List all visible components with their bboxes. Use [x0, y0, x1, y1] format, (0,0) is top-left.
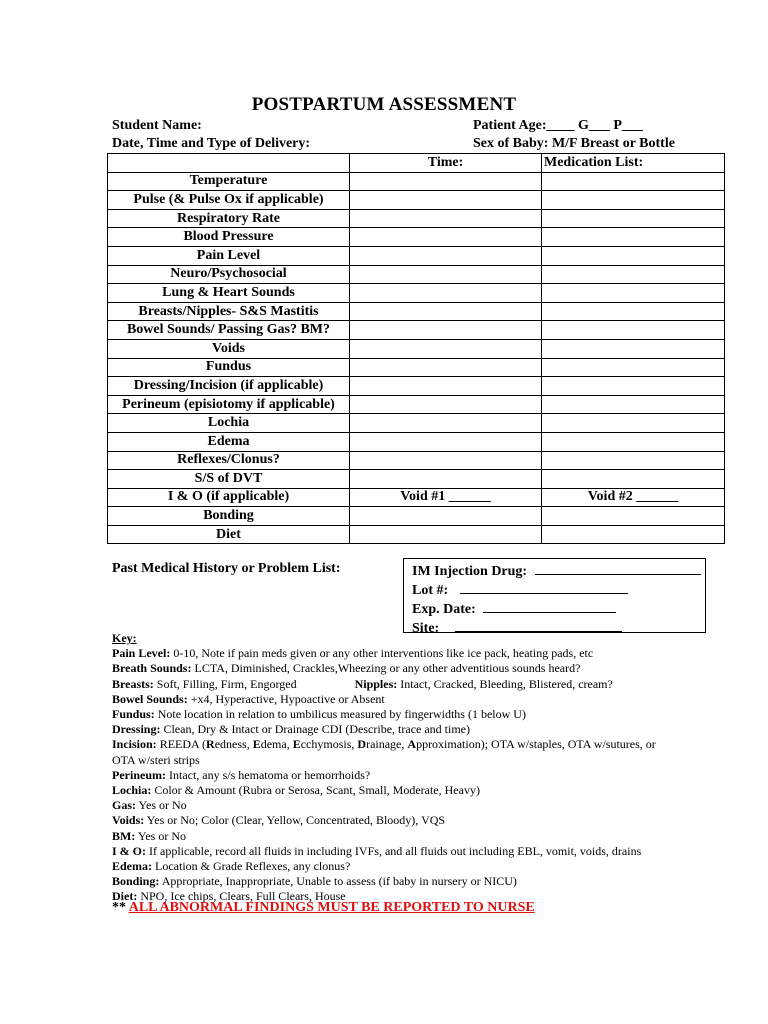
medication-cell[interactable] — [542, 432, 725, 451]
key-legend — [112, 631, 712, 905]
time-cell[interactable] — [350, 265, 542, 284]
table-corner-cell — [108, 154, 350, 173]
key-diet: Diet: NPO, Ice chips, Clears, Full Clears, House — [112, 889, 346, 904]
table-row — [108, 414, 725, 433]
assessment-item-label: Dressing/Incision (if applicable) — [108, 377, 350, 396]
assessment-item-label: Edema — [108, 432, 350, 451]
table-row — [108, 339, 725, 358]
key-title: Key: — [112, 631, 137, 645]
medication-cell[interactable] — [542, 339, 725, 358]
medication-cell[interactable] — [542, 395, 725, 414]
assessment-table — [107, 153, 725, 544]
time-cell[interactable] — [350, 228, 542, 247]
past-medical-history-label: Past Medical History or Problem List: — [112, 561, 341, 576]
time-cell[interactable] — [350, 451, 542, 470]
time-cell[interactable] — [350, 209, 542, 228]
time-cell[interactable] — [350, 432, 542, 451]
table-row — [108, 302, 725, 321]
table-row — [108, 358, 725, 377]
table-row — [108, 246, 725, 265]
key-incision: Incision: REEDA (Redness, Edema, Ecchymosis, Drainage, Approximation); OTA w/staples, OTA w/sutures, or — [112, 737, 656, 752]
time-column-header: Time: — [350, 154, 542, 173]
table-row — [108, 470, 725, 489]
time-cell[interactable] — [350, 507, 542, 526]
key-perineum: Perineum: Intact, any s/s hematoma or hemorrhoids? — [112, 767, 371, 782]
medication-cell[interactable] — [542, 414, 725, 433]
assessment-item-label: Fundus — [108, 358, 350, 377]
time-cell[interactable] — [350, 172, 542, 191]
medication-cell[interactable] — [542, 228, 725, 247]
key-bonding: Bonding: Appropriate, Inappropriate, Unable to assess (if baby in nursery or NICU) — [112, 874, 517, 889]
medication-cell[interactable] — [542, 265, 725, 284]
page-title: POSTPARTUM ASSESSMENT — [251, 94, 517, 115]
im-drug-label: IM Injection Drug: — [412, 564, 528, 579]
void-1-cell[interactable]: Void #1 ______ — [350, 488, 542, 507]
table-row — [108, 191, 725, 210]
table-row — [108, 525, 725, 544]
im-exp-field[interactable] — [483, 600, 616, 613]
key-bm: BM: Yes or No — [112, 828, 187, 843]
table-row — [108, 377, 725, 396]
time-cell[interactable] — [350, 284, 542, 303]
time-cell[interactable] — [350, 358, 542, 377]
abnormal-findings-alert — [112, 900, 535, 916]
medication-cell[interactable] — [542, 246, 725, 265]
time-cell[interactable] — [350, 395, 542, 414]
time-cell[interactable] — [350, 321, 542, 340]
im-lot-row — [412, 581, 697, 600]
key-incision-cont: OTA w/steri strips — [112, 752, 200, 767]
table-row — [108, 488, 725, 507]
key-lochia: Lochia: Color & Amount (Rubra or Serosa, Scant, Small, Moderate, Heavy) — [112, 783, 480, 798]
alert-message: ALL ABNORMAL FINDINGS MUST BE REPORTED TO NURSE — [128, 900, 535, 915]
assessment-item-label: Bonding — [108, 507, 350, 526]
im-lot-field[interactable] — [460, 581, 628, 594]
time-cell[interactable] — [350, 191, 542, 210]
time-cell[interactable] — [350, 339, 542, 358]
medication-cell[interactable] — [542, 451, 725, 470]
assessment-item-label: Blood Pressure — [108, 228, 350, 247]
void-2-cell[interactable]: Void #2 ______ — [542, 488, 725, 507]
im-drug-field[interactable] — [535, 562, 701, 575]
im-lot-label: Lot #: — [412, 583, 449, 598]
medication-cell[interactable] — [542, 172, 725, 191]
key-breasts: Breasts: Soft, Filling, Firm, Engorged Nipples: Intact, Cracked, Bleeding, Blistered, cream? — [112, 676, 613, 691]
im-exp-row — [412, 600, 697, 619]
sex-of-baby-label: Sex of Baby: M/F Breast or Bottle — [473, 136, 675, 151]
medication-cell[interactable] — [542, 284, 725, 303]
key-pain-level: Pain Level: 0-10, Note if pain meds given or any other interventions like ice pack, heating pads, etc — [112, 646, 594, 661]
time-cell[interactable] — [350, 414, 542, 433]
time-cell[interactable] — [350, 377, 542, 396]
patient-age-label: Patient Age:____ G___ P___ — [473, 118, 643, 133]
key-breath-sounds: Breath Sounds: LCTA, Diminished, Crackles,Wheezing or any other adventitious sounds heard? — [112, 661, 581, 676]
medication-cell[interactable] — [542, 209, 725, 228]
medication-cell[interactable] — [542, 302, 725, 321]
key-edema: Edema: Location & Grade Reflexes, any clonus? — [112, 859, 351, 874]
im-site-label: Site: — [412, 621, 440, 636]
table-row — [108, 228, 725, 247]
table-header-row — [108, 154, 725, 173]
assessment-item-label: I & O (if applicable) — [108, 488, 350, 507]
assessment-item-label: Voids — [108, 339, 350, 358]
table-row — [108, 395, 725, 414]
medication-cell[interactable] — [542, 507, 725, 526]
table-row — [108, 209, 725, 228]
table-row — [108, 507, 725, 526]
table-row — [108, 321, 725, 340]
table-row — [108, 284, 725, 303]
assessment-item-label: Temperature — [108, 172, 350, 191]
medication-cell[interactable] — [542, 470, 725, 489]
assessment-item-label: Pulse (& Pulse Ox if applicable) — [108, 191, 350, 210]
im-injection-box — [403, 558, 706, 636]
table-row — [108, 432, 725, 451]
time-cell[interactable] — [350, 302, 542, 321]
assessment-item-label: Breasts/Nipples- S&S Mastitis — [108, 302, 350, 321]
medication-cell[interactable] — [542, 191, 725, 210]
key-voids: Voids: Yes or No; Color (Clear, Yellow, Concentrated, Bloody), VQS — [112, 813, 446, 828]
im-exp-label: Exp. Date: — [412, 602, 476, 617]
assessment-item-label: Lochia — [108, 414, 350, 433]
assessment-item-label: Bowel Sounds/ Passing Gas? BM? — [108, 321, 350, 340]
medication-cell[interactable] — [542, 321, 725, 340]
assessment-item-label: Perineum (episiotomy if applicable) — [108, 395, 350, 414]
key-dressing: Dressing: Clean, Dry & Intact or Drainage CDI (Describe, trace and time) — [112, 722, 470, 737]
key-bowel-sounds: Bowel Sounds: +x4, Hyperactive, Hypoactive or Absent — [112, 691, 385, 706]
table-row — [108, 172, 725, 191]
key-gas: Gas: Yes or No — [112, 798, 187, 813]
time-cell[interactable] — [350, 525, 542, 544]
key-i-and-o: I & O: If applicable, record all fluids in including IVFs, and all fluids out including EBL, vomit, voids, drains — [112, 843, 642, 858]
assessment-item-label: S/S of DVT — [108, 470, 350, 489]
time-cell[interactable] — [350, 246, 542, 265]
assessment-item-label: Reflexes/Clonus? — [108, 451, 350, 470]
delivery-label: Date, Time and Type of Delivery: — [112, 136, 311, 151]
time-cell[interactable] — [350, 470, 542, 489]
medication-cell[interactable] — [542, 358, 725, 377]
im-drug-row — [412, 562, 697, 581]
table-row — [108, 451, 725, 470]
medication-column-header: Medication List: — [542, 154, 725, 173]
assessment-item-label: Lung & Heart Sounds — [108, 284, 350, 303]
table-row — [108, 265, 725, 284]
assessment-item-label: Respiratory Rate — [108, 209, 350, 228]
student-name-label: Student Name: — [112, 118, 202, 133]
assessment-item-label: Diet — [108, 525, 350, 544]
assessment-item-label: Pain Level — [108, 246, 350, 265]
medication-cell[interactable] — [542, 525, 725, 544]
medication-cell[interactable] — [542, 377, 725, 396]
key-fundus: Fundus: Note location in relation to umbilicus measured by fingerwidths (1 below U) — [112, 707, 526, 722]
alert-stars: ** — [112, 900, 129, 915]
assessment-item-label: Neuro/Psychosocial — [108, 265, 350, 284]
